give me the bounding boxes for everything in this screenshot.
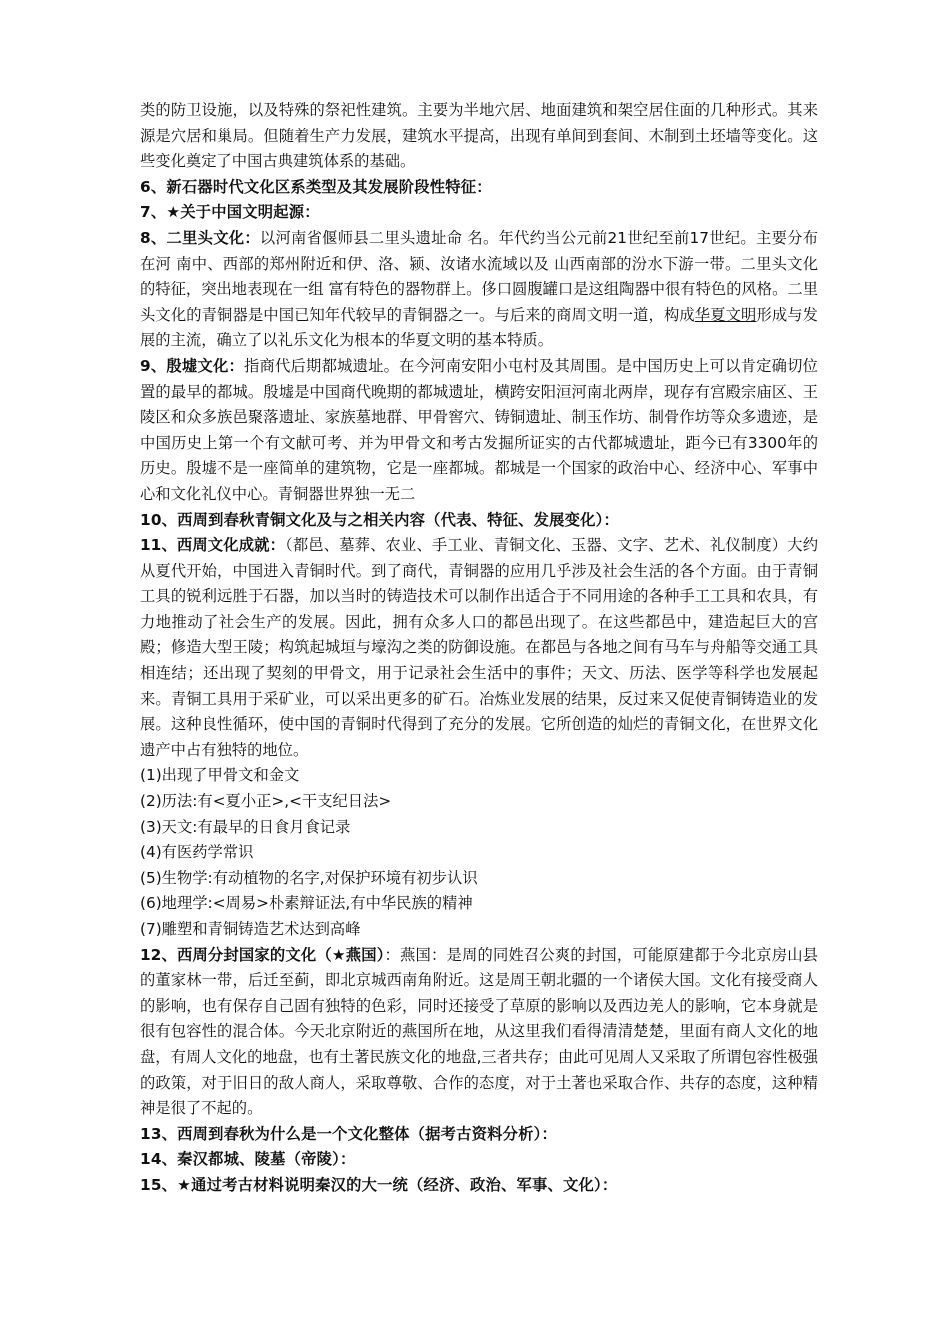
- section-9-text: 指商代后期都城遗址。在今河南安阳小屯村及其周围。是中国历史上可以肯定确切位置的最早的都城。殷墟是中国商代晚期的都城遗址，横跨安阳洹河南北两岸，现存有宫殿宗庙区、王陵区和众多族邑聚落遗址、家族墓地群、甲骨窖穴、铸铜遗址、制玉作坊、制骨作坊等众多遗迹，是中国历史上第一个有文献可考、并为甲骨文和考古发掘所证实的古代都城遗址，距今已有3300年的历史。殷墟不是一座简单的建筑物，它是一座都城。都城是一个国家的政治中心、经济中心、军事中心和文化礼仪中心。青铜器世界独一无二: [140, 356, 818, 503]
- section-8-paragraph: [140, 226, 818, 354]
- section-12-paragraph: [140, 943, 818, 1122]
- achievement-item-5: (5)生物学:有动植物的名字,对保护环境有初步认识: [140, 868, 478, 887]
- section-14-heading: 14、秦汉都城、陵墓（帝陵）：: [140, 1150, 356, 1169]
- section-6-heading: 6、新石器时代文化区系类型及其发展阶段性特征：: [140, 177, 492, 196]
- section-11-label: 11、西周文化成就：: [140, 536, 286, 555]
- achievement-item-7: (7)雕塑和青铜铸造艺术达到高峰: [140, 920, 361, 938]
- achievement-item-2: (2)历法:有<夏小正>,<干支纪日法>: [140, 792, 392, 811]
- achievement-item-4: (4)有医药学常识: [140, 843, 254, 862]
- intro-paragraph: 类的防卫设施，以及特殊的祭祀性建筑。主要为半地穴居、地面建筑和架空居住面的几种形式。其来源是穴居和巢局。但随着生产力发展，建筑水平提高，出现有单间到套间、木制到土坯墙等变化。这些变化奠定了中国古典建筑体系的基础。: [140, 101, 818, 171]
- huaxia-civilization-link[interactable]: 华夏文明: [694, 305, 757, 324]
- document-page: [140, 98, 818, 1199]
- section-10-heading: 10、西周到春秋青铜文化及与之相关内容（代表、特征、发展变化）：: [140, 510, 619, 529]
- section-12-label: 12、西周分封国家的文化（★燕国）: [140, 945, 385, 964]
- section-11-text: （都邑、墓葬、农业、手工业、青铜文化、玉器、文字、艺术、礼仪制度）大约从夏代开始，中国进入青铜时代。到了商代，青铜器的应用几乎涉及社会生活的各个方面。由于青铜工具的锐利远胜于石器，加以当时的铸造技术可以制作出适合于不同用途的各种手工工具和农具，有力地推动了社会生产的发展。因此，拥有众多人口的都邑出现了。在这些都邑中，建造起巨大的宫殿；修造大型王陵；构筑起城垣与壕沟之类的防御设施。在都邑与各地之间有马车与舟船等交通工具相连结；还出现了契刻的甲骨文，用于记录社会生活中的事件；天文、历法、医学等科学也发展起来。青铜工具用于采矿业，可以采出更多的矿石。冶炼业发展的结果，反过来又促使青铜铸造业的发展。这种良性循环，使中国的青铜时代得到了充分的发展。它所创造的灿烂的青铜文化，在世界文化遗产中占有独特的地位。: [140, 536, 818, 759]
- section-11-paragraph: [140, 533, 818, 763]
- section-12-text: ：燕国：是周的同姓召公爽的封国，可能原建都于今北京房山县的董家林一带，后迁至蓟，即北京城西南角附近。这是周王朝北疆的一个诸侯大国。文化有接受商人的影响，也有保存自己固有独特的色彩，同时还接受了草原的影响以及西边羌人的影响，它本身就是很有包容性的混合体。今天北京附近的燕国所在地，从这里我们看得清清楚楚，里面有商人文化的地盘，有周人文化的地盘，也有土著民族文化的地盘,三者共存；由此可见周人又采取了所谓包容性极强的政策，对于旧日的敌人商人，采取尊敬、合作的态度，对于土著也采取合作、共存的态度，这种精神是很了不起的。: [140, 945, 818, 1118]
- achievement-item-3: (3)天文:有最早的日食月食记录: [140, 817, 351, 836]
- section-9-paragraph: [140, 354, 818, 508]
- achievement-item-6: (6)地理学:<周易>朴素辩证法,有中华民族的精神: [140, 894, 473, 913]
- section-9-label: 9、殷墟文化：: [140, 356, 244, 375]
- section-8-text: 以河南省偃师县二里头遗址命 名。年代约当公元前21世纪至前17世纪。主要分布在河 南中、西部的郑州附近和伊、洛、颍、汝诸水流域以及 山西南部的汾水下游一带。二里头文化的特征，突出地表现在一组 富有特色的器物群上。侈口圆腹罐口是这组陶器中很有特色的风格。二里头文化的青铜器是中国已知年代较早的青铜器之一。与后来的商周文明一道，构成: [140, 228, 818, 324]
- section-7-heading: 7、★关于中国文明起源：: [140, 203, 320, 222]
- section-13-heading: 13、西周到春秋为什么是一个文化整体（据考古资料分析）：: [140, 1124, 557, 1143]
- section-15-heading: 15、★通过考古材料说明秦汉的大一统（经济、政治、军事、文化）：: [140, 1175, 618, 1194]
- achievement-item-1: (1)出现了甲骨文和金文: [140, 766, 300, 785]
- section-8-text-end: 形成与发展的主流，确立了以礼乐文化为根本的华夏文明的基本特质。: [140, 305, 818, 350]
- section-8-label: 8、二里头文化：: [140, 228, 260, 247]
